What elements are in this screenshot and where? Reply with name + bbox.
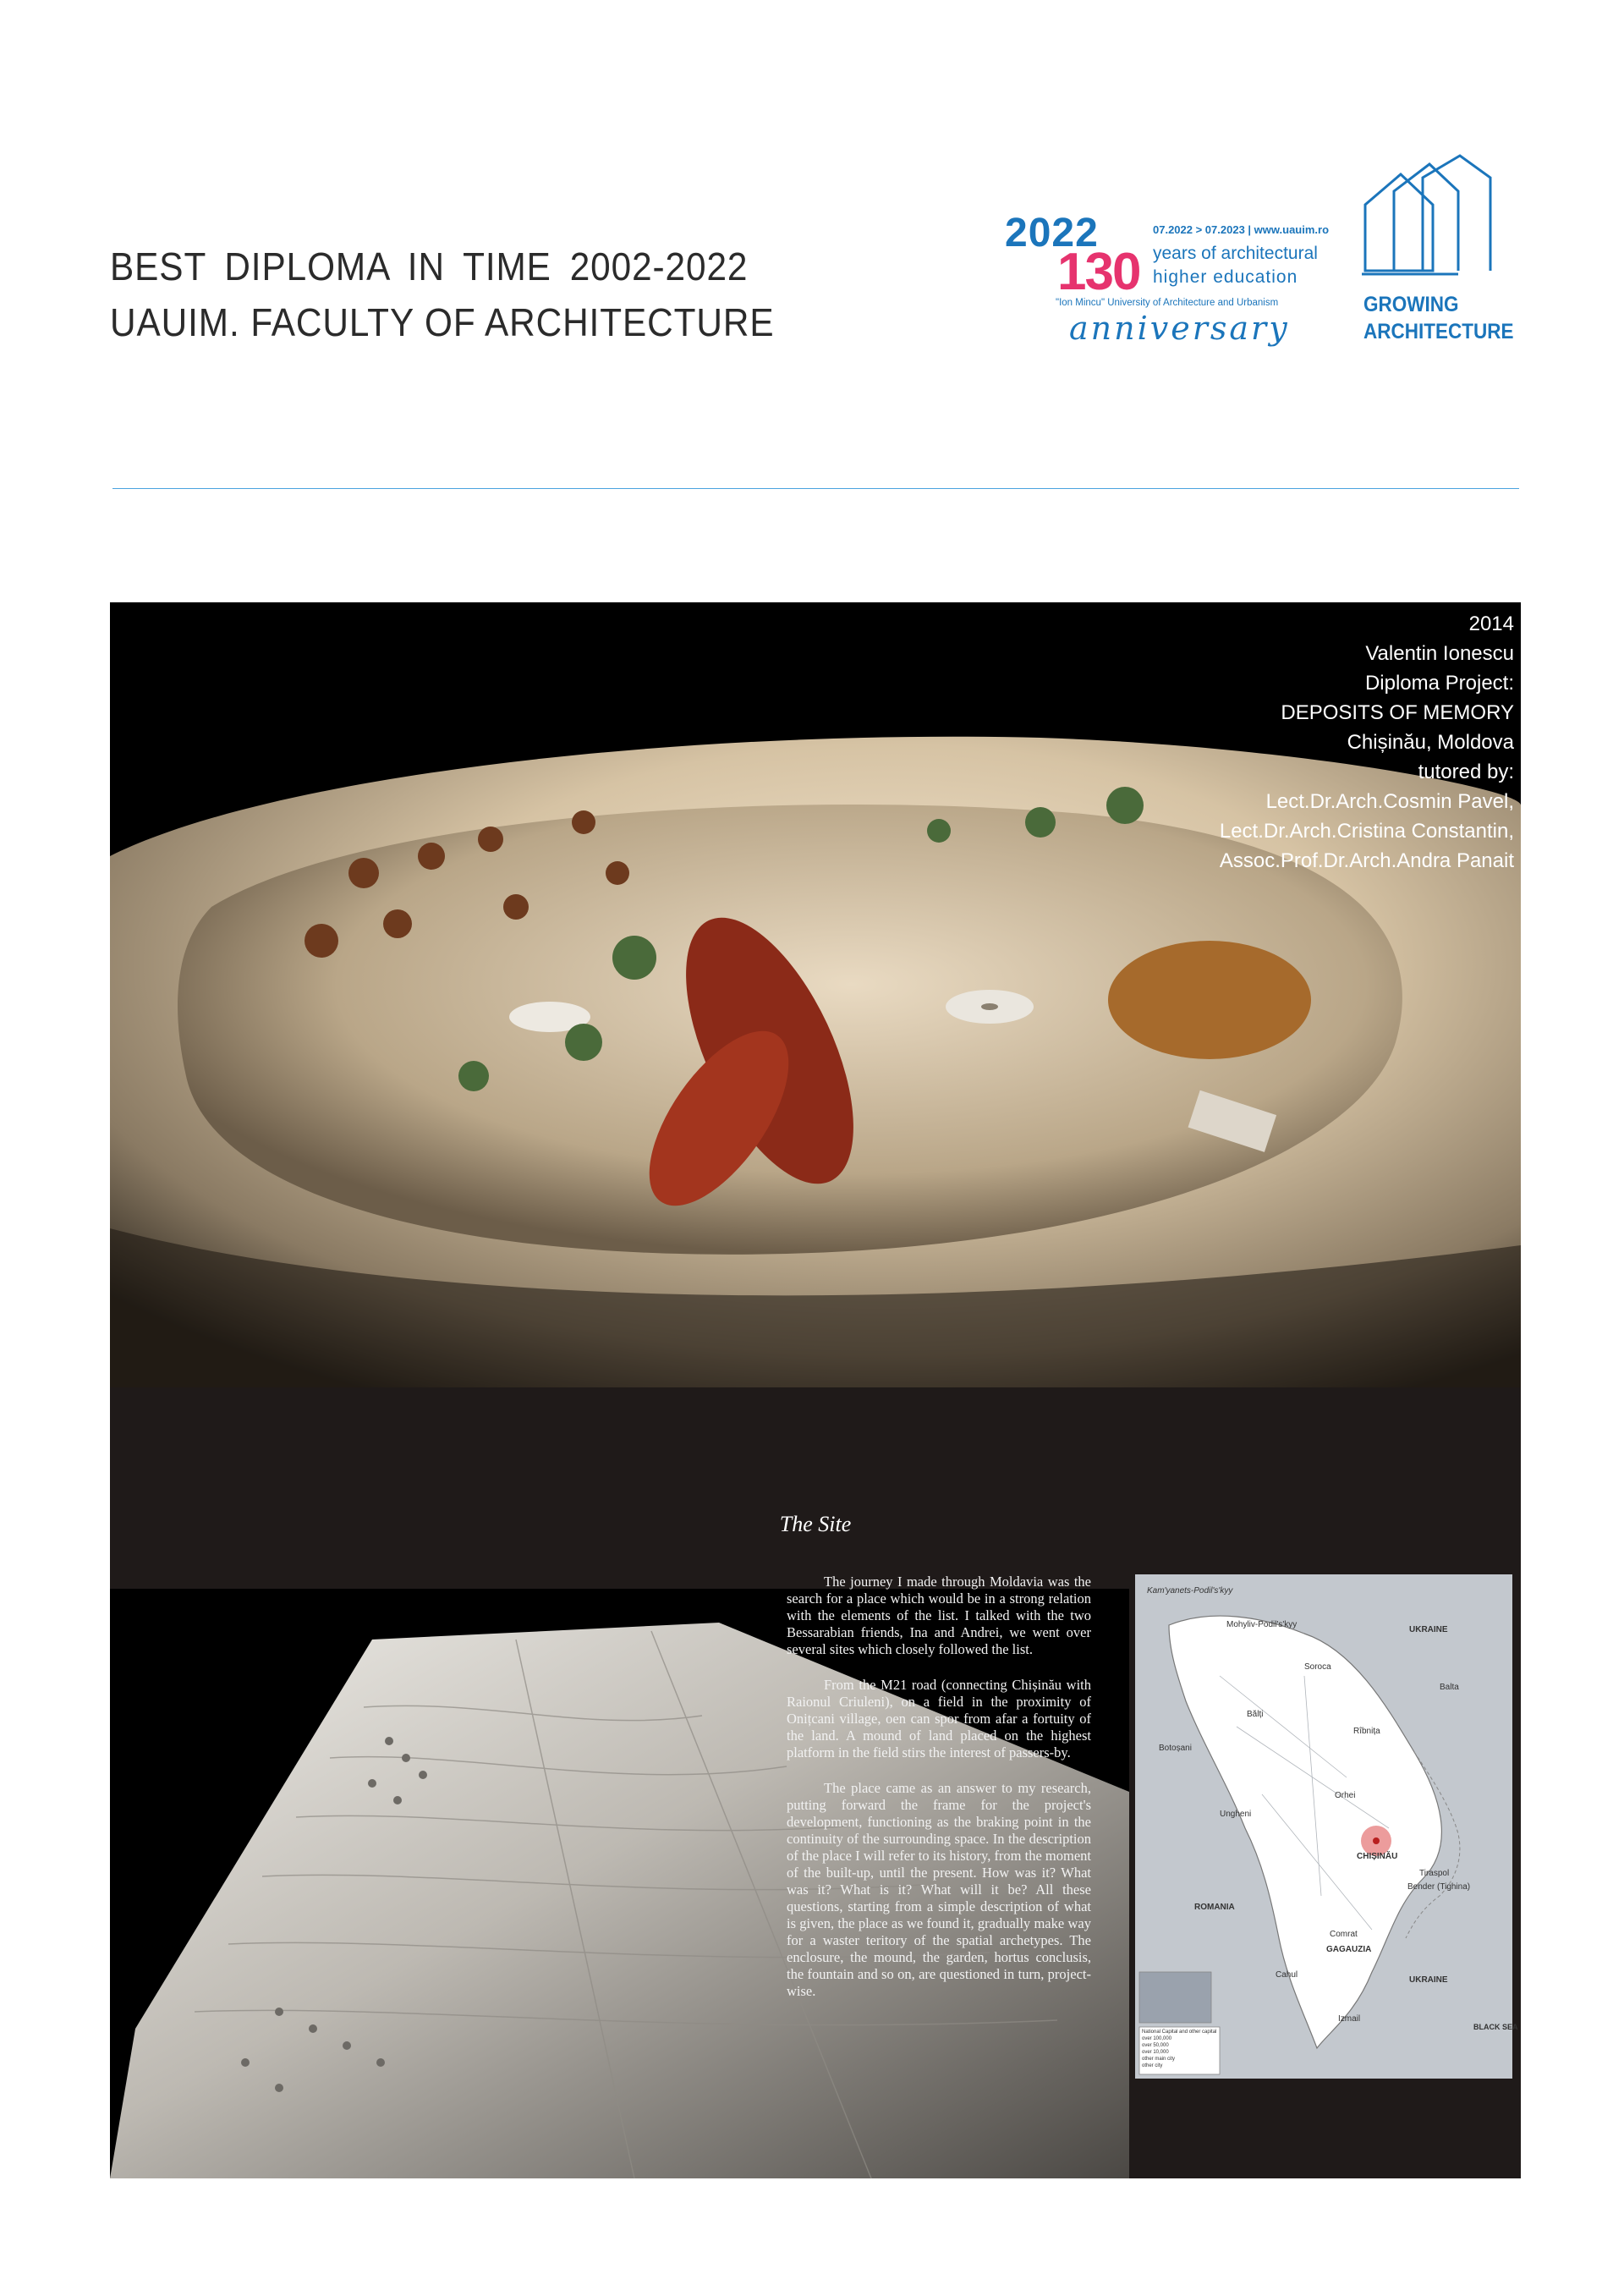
map-label-ukraine-north: UKRAINE bbox=[1409, 1625, 1448, 1634]
site-panel bbox=[110, 1387, 1521, 2178]
credit-label: Diploma Project: bbox=[1364, 672, 1514, 695]
paragraph-2: From the M21 road (connecting Chișinău with Raionul Criuleni), on a field in the proximity of Onițcani village, oen can spor from afar a fortuity of the land. A mound of land placed on the highest platform in the field stirs the interest of passers-by. bbox=[787, 1677, 1091, 1760]
map-legend-4: over 10,000 bbox=[1142, 2050, 1169, 2055]
anniversary-word: anniversary bbox=[1069, 310, 1290, 347]
credit-tutor-3: Assoc.Prof.Dr.Arch.Andra Panait bbox=[1219, 849, 1514, 872]
anniversary-year: 2022 bbox=[1005, 211, 1099, 255]
map-label-balti: Bălți bbox=[1247, 1710, 1264, 1719]
map-label-botosani: Botoșani bbox=[1159, 1744, 1192, 1753]
model-photo-top bbox=[110, 602, 1521, 1387]
map-legend-5: other main city bbox=[1142, 2057, 1176, 2062]
map-label-bender: Bender (Tighina) bbox=[1407, 1882, 1471, 1892]
map-legend-3: over 50,000 bbox=[1142, 2043, 1169, 2048]
map-legend-1: National Capital and other capital bbox=[1142, 2030, 1217, 2035]
map-label-gagauzia: GAGAUZIA bbox=[1326, 1945, 1372, 1954]
credit-tutored-label: tutored by: bbox=[1418, 761, 1514, 783]
credit-tutor-2: Lect.Dr.Arch.Cristina Constantin, bbox=[1219, 820, 1514, 843]
map-shape bbox=[1135, 1574, 1512, 2079]
growing-architecture-logo bbox=[1357, 152, 1526, 355]
anniversary-dates: 07.2022 > 07.2023 | www.uauim.ro bbox=[1153, 223, 1330, 236]
map-label-cahul: Cahul bbox=[1276, 1970, 1298, 1980]
map-label-comrat: Comrat bbox=[1330, 1930, 1358, 1939]
anniversary-logo bbox=[1005, 210, 1343, 354]
title-line-2: UAUIM. FACULTY OF ARCHITECTURE bbox=[110, 300, 775, 344]
credit-project: DEPOSITS OF MEMORY bbox=[1281, 701, 1514, 724]
paragraph-3: The place came as an answer to my research, putting forward the frame for the project's development, functioning as the braking point in the continuity of the surrounding space. In the description of the place I will refer to its history, from the moment of the built-up, until the present. How was it? What was it? What is it? What will it be? All these questions, starting from a simple description of what is given, the place as we found it, gradually make way for a waster teritory of the spatial archetypes. The enclosure, the mound, the garden, hortus conclusis, the fountain and so on, are questioned in turn, project-wise. bbox=[787, 1780, 1091, 1999]
houses-icon bbox=[1357, 152, 1526, 279]
map-label-soroca: Soroca bbox=[1304, 1662, 1331, 1672]
map-label-izmail: Izmail bbox=[1338, 2014, 1361, 2024]
map-label-black-sea: BLACK SEA bbox=[1473, 2023, 1518, 2031]
growing-line-1: GROWING bbox=[1363, 293, 1459, 316]
anniversary-university: "Ion Mincu" University of Architecture and Urbanism bbox=[1056, 298, 1279, 308]
credit-author: Valentin Ionescu bbox=[1365, 642, 1514, 665]
title-line-1: BEST DIPLOMA IN TIME 2002-2022 bbox=[110, 244, 749, 288]
map-label-rybnitsa: Rîbnița bbox=[1353, 1727, 1380, 1736]
map-label-balta: Balta bbox=[1440, 1683, 1459, 1692]
anniversary-line-2: higher education bbox=[1153, 267, 1298, 287]
map-label-romania: ROMANIA bbox=[1194, 1903, 1235, 1912]
project-credits bbox=[1220, 609, 1514, 876]
header-divider bbox=[112, 488, 1519, 489]
page-title bbox=[110, 239, 775, 350]
map-legend-2: over 100,000 bbox=[1142, 2036, 1172, 2041]
map-label-river-top: Kam'yanets-Podil's'kyy bbox=[1147, 1586, 1233, 1596]
anniversary-number: 130 bbox=[1057, 243, 1140, 301]
anniversary-line-1: years of architectural bbox=[1153, 244, 1318, 263]
credit-year: 2014 bbox=[1468, 612, 1514, 635]
growing-line-2: ARCHITECTURE bbox=[1363, 320, 1514, 343]
site-description bbox=[787, 1574, 1091, 2019]
map-label-ukraine-south: UKRAINE bbox=[1409, 1975, 1448, 1985]
map-label-river-2: Mohyliv-Podil's'kyy bbox=[1226, 1620, 1298, 1629]
map-label-tiraspol: Tiraspol bbox=[1419, 1869, 1450, 1878]
credit-tutor-1: Lect.Dr.Arch.Cosmin Pavel, bbox=[1265, 790, 1514, 813]
paragraph-1: The journey I made through Moldavia was the search for a place which would be in a strong relation with the elements of the list. I talked with the two Bessarabian friends, Ina and Andrei, we went over several sites which closely followed the list. bbox=[787, 1574, 1091, 1657]
credit-location: Chișinău, Moldova bbox=[1347, 731, 1514, 754]
section-title: The Site bbox=[779, 1512, 852, 1536]
map-legend-6: other city bbox=[1142, 2063, 1163, 2068]
map-label-orhei: Orhei bbox=[1335, 1791, 1356, 1800]
map-label-ungheni: Ungheni bbox=[1220, 1810, 1252, 1819]
map-label-chisinau: CHIȘINĂU bbox=[1357, 1852, 1398, 1861]
moldova-map bbox=[1135, 1574, 1518, 2079]
